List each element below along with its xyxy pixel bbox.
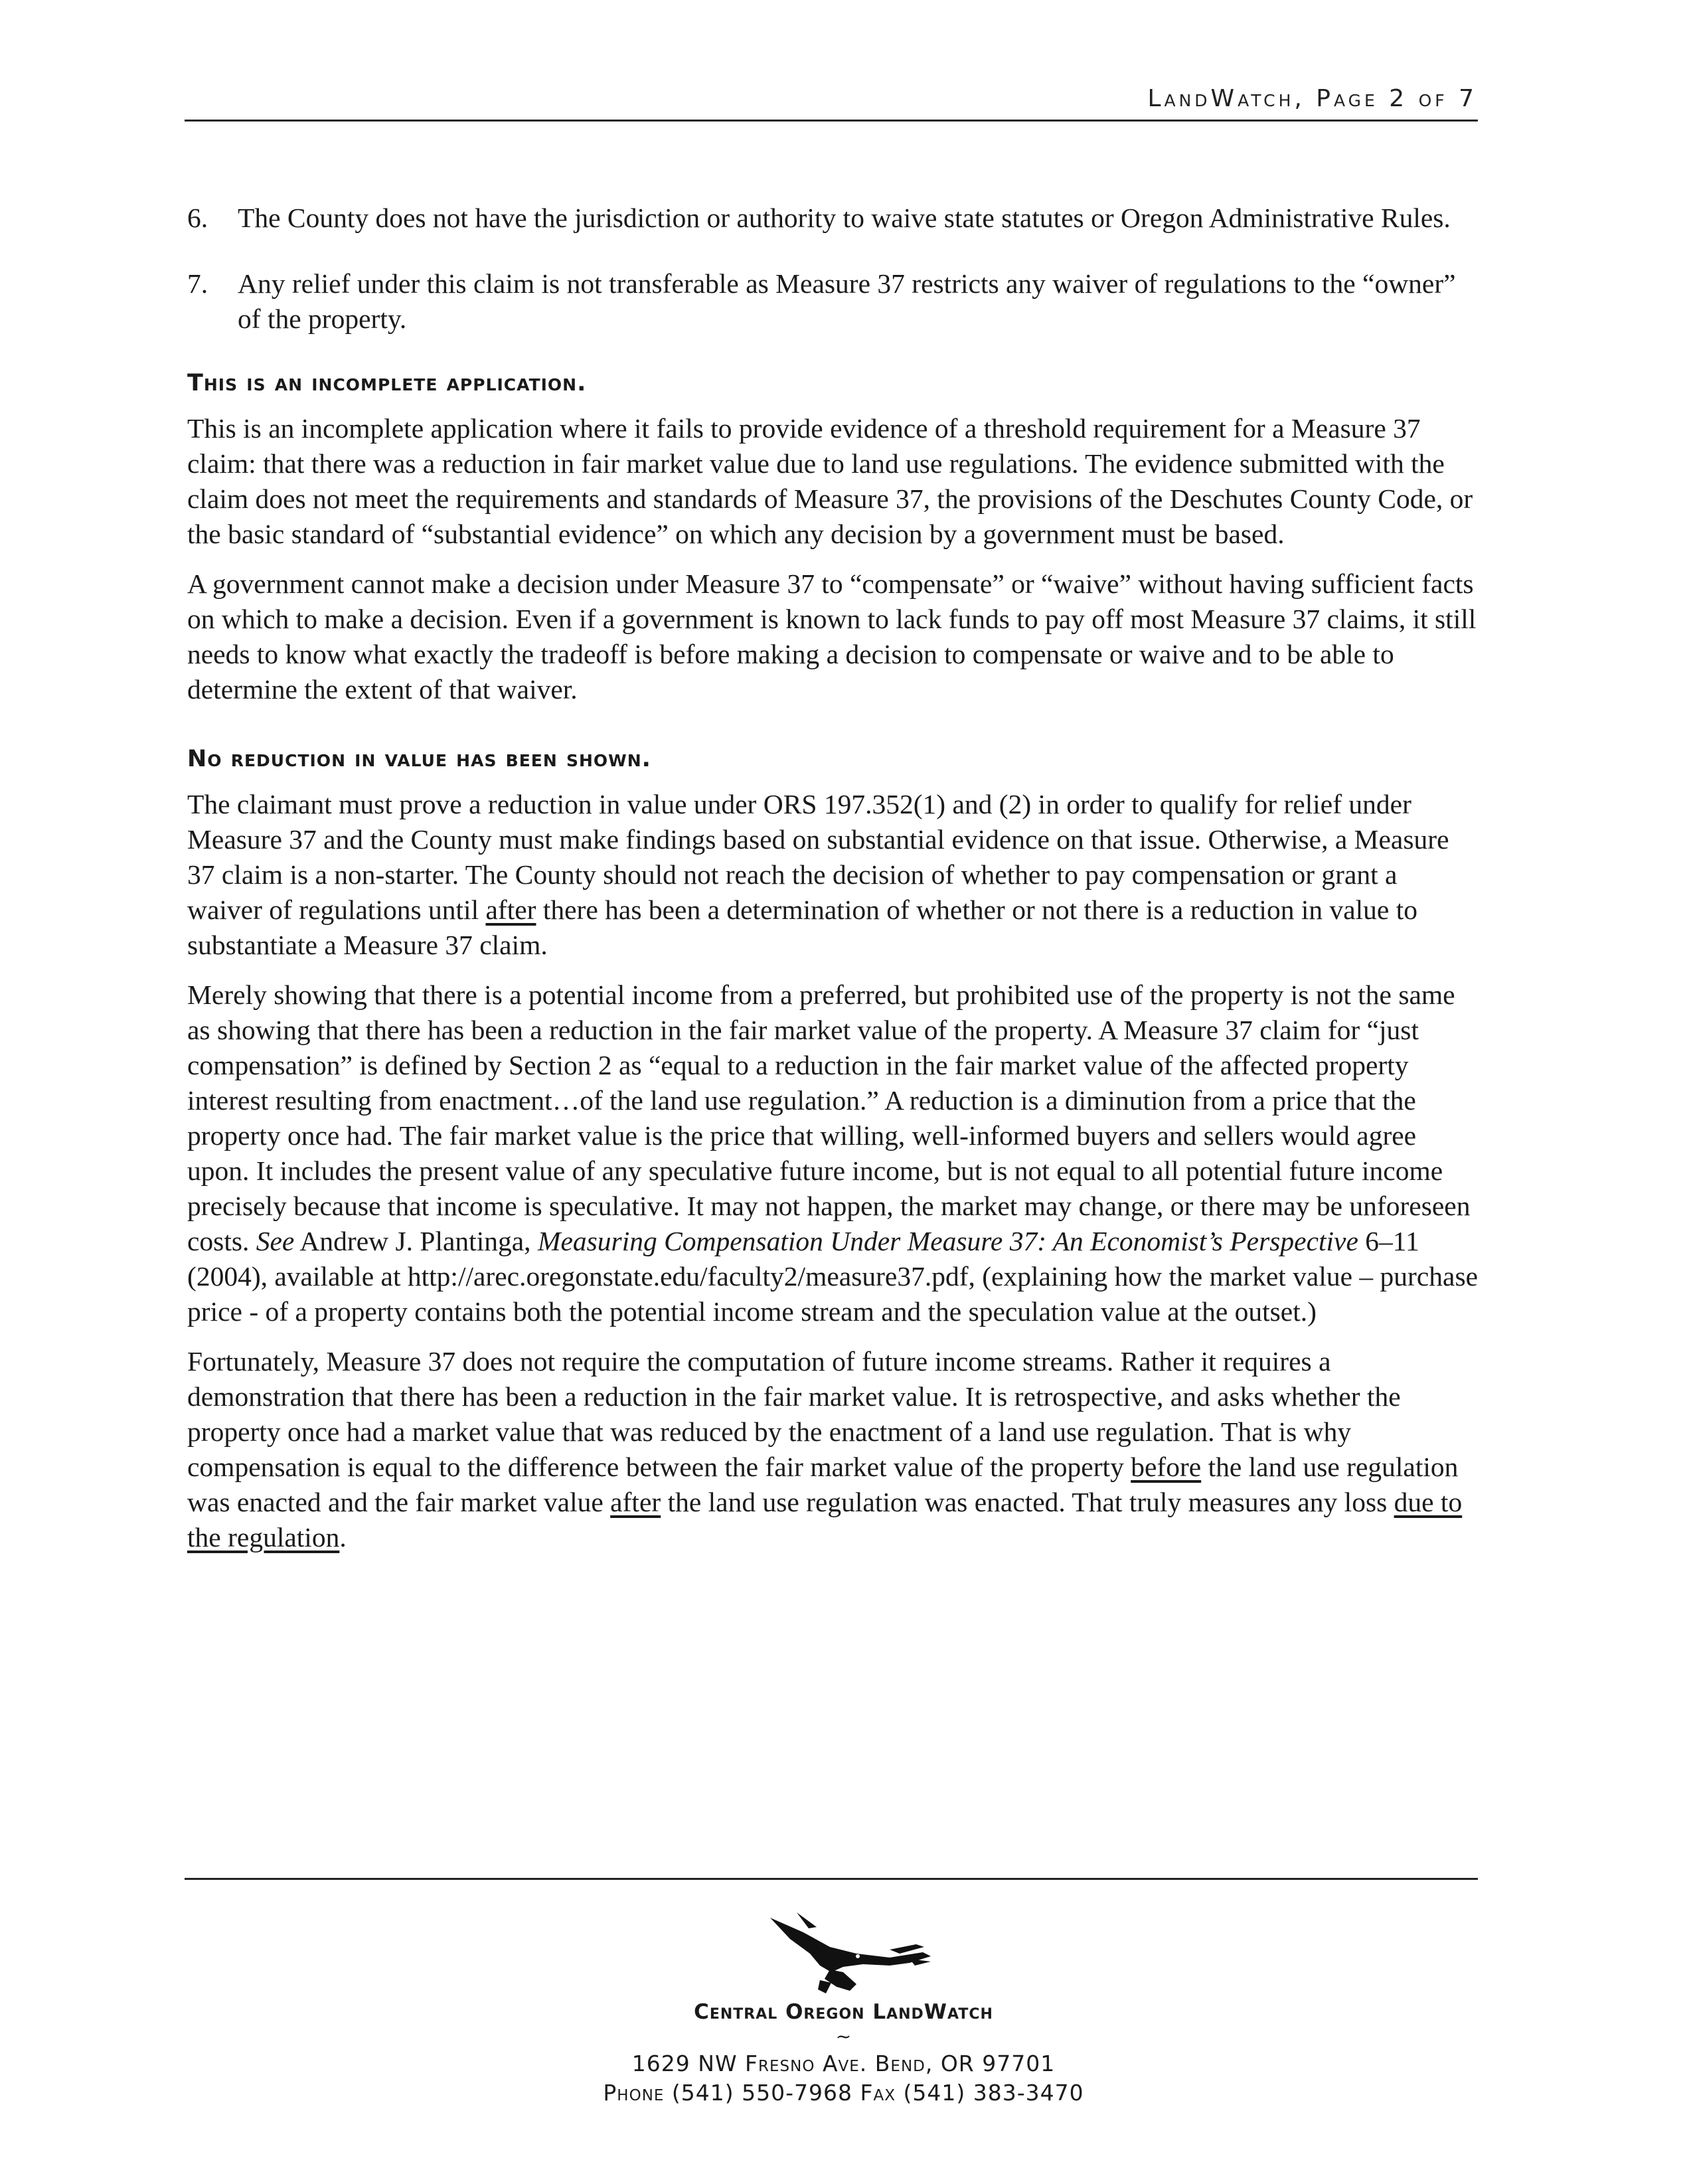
organization-name: Central Oregon LandWatch [694,2000,993,2024]
list-number: 6. [187,203,208,233]
citation-signal: See [256,1226,295,1256]
list-number: 7. [187,268,208,299]
paragraph: A government cannot make a decision under Measure 37 to “compensate” or “waive” without having sufficient facts on which to make a decision. Even if a government is known to lack funds to pay off most Measure 37 claims, it still needs to know what exactly the tradeoff is before making a decision to compensate or waive and to be able to determine the extent of that waiver. [187,568,1477,705]
footer-separator: ~ [835,2025,852,2047]
footer-address: 1629 NW Fresno Ave. Bend, OR 97701 [631,2051,1056,2076]
list-text: The County does not have the jurisdiction or authority to waive state statutes or Oregon Administrative Rules. [238,203,1451,233]
paragraph: The claimant must prove a reduction in value under ORS 197.352(1) and (2) in order to qualify for relief under Measure 37 and the County must make findings based on substantial evidence on that issue. Otherwise, a Measure 37 claim is a non-starter. The County should not reach the decision of whether to pay compensation or grant a waiver of regulations until after there has been a determination of whether or not there is a reduction in value to substantiate a Measure 37 claim. [187,789,1449,960]
eagle-icon [757,1906,943,1999]
paragraph: Fortunately, Measure 37 does not require the computation of future income streams. Rather it requires a demonstration that there has been a reduction in the fair market value. It is retrospective, and asks whether the property once had a market value that was reduced by the enactment of a land use regulation. That is why compensation is equal to the difference between the fair market value of the property before the land use regulation was enacted and the fair market value after the land use regulation was enacted. That truly measures any loss due to the regulation. [187,1346,1463,1553]
section-heading-incomplete: This is an incomplete application. [187,370,587,396]
underlined-text: after [610,1487,661,1517]
footer-contact: Phone (541) 550-7968 Fax (541) 383-3470 [603,2080,1084,2106]
underlined-text: due to the regulation [187,1487,1463,1553]
list-item [187,266,1478,337]
header-rule [185,120,1478,122]
list-text: Any relief under this claim is not transferable as Measure 37 restricts any waiver of regulations to the “owner” of the property. [238,268,1456,334]
section-heading-no-reduction: No reduction in value has been shown. [187,746,651,772]
document-body [187,201,1478,1570]
citation-title: Measuring Compensation Under Measure 37: An Economist’s Perspective [537,1226,1358,1256]
paragraph: This is an incomplete application where it fails to provide evidence of a threshold requirement for a Measure 37 claim: that there was a reduction in fair market value due to land use regulations. The evidence submitted with the claim does not meet the requirements and standards of Measure 37, the provisions of the Deschutes County Code, or the basic standard of “substantial evidence” on which any decision by a government must be based. [187,413,1473,549]
underlined-text: before [1131,1452,1202,1482]
footer-rule [185,1878,1478,1880]
page-header: LandWatch, Page 2 of 7 [1147,85,1477,112]
paragraph: Merely showing that there is a potential income from a preferred, but prohibited use of the property is not the same as showing that there has been a reduction in the fair market value of the property. A Measure 37 claim for “just compensation” is defined by Section 2 as “equal to a reduction in the fair market value of the affected property interest resulting from enactment…of the land use regulation.” A reduction is a diminution from a price that the property once had. The fair market value is the price that willing, well-informed buyers and sellers would agree upon. It includes the present value of any speculative future income, but is not equal to all potential future income precisely because that income is speculative. It may not happen, the market may change, or there may be unforeseen costs. See Andrew J. Plantinga, Measuring Compensation Under Measure 37: An Economist’s Perspective 6–11 (2004), available at http://arec.oregonstate.edu/faculty2/measure37.pdf, (explaining how the market value – purchase price - of a property contains both the potential income stream and the speculation value at the outset.) [187,979,1479,1327]
list-item [187,201,1478,236]
underlined-text: after [485,894,536,925]
